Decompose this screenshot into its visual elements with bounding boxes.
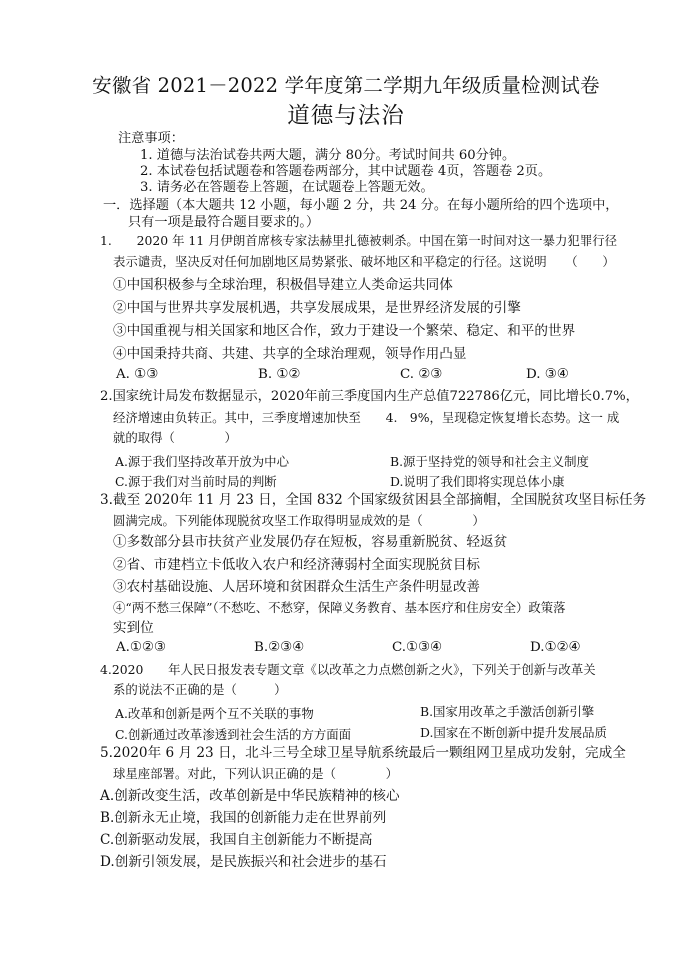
question-3-stem: 3.截至 2020年 11 月 23 日，全国 832 个国家级贫困县全部摘帽，全国脱贫攻坚目标任务 [100, 492, 647, 508]
question-1-option-b[interactable]: B. ①② [258, 367, 301, 382]
question-5-option-a[interactable]: A.创新改变生活，改革创新是中华民族精神的核心 [100, 788, 400, 804]
question-1-item: ②中国与世界共享发展机遇，共享发展成果，是世界经济发展的引擎 [113, 300, 521, 316]
question-5-stem: 5.2020年 6 月 23 日，北斗三号全球卫星导航系统最后一颗组网卫星成功发射，完成全 [100, 745, 626, 761]
note-item: 2. 本试卷包括试题卷和答题卷两部分，其中试题卷 4页，答题卷 2页。 [140, 164, 552, 179]
subject-title: 道德与法治 [287, 103, 405, 129]
question-4-option-a[interactable]: A.改革和创新是两个互不关联的事物 [115, 706, 314, 721]
question-1-item: ③中国重视与相关国家和地区合作，致力于建设一个繁荣、稳定、和平的世界 [113, 323, 576, 339]
question-3-option-a[interactable]: A.①②③ [116, 640, 166, 655]
question-2-option-d[interactable]: D.说明了我们即将实现总体小康 [390, 474, 565, 489]
question-5-option-b[interactable]: B.创新永无止境，我国的创新能力走在世界前列 [100, 810, 387, 826]
question-4-option-d[interactable]: D.国家在不断创新中提升发展品质 [420, 725, 607, 740]
question-3-option-b[interactable]: B.②③④ [254, 640, 305, 655]
question-1-option-c[interactable]: C. ②③ [400, 367, 443, 382]
question-4-option-b[interactable]: B.国家用改革之手激活创新引擎 [420, 704, 595, 719]
question-3-stem: 圆满完成。下列能体现脱贫攻坚工作取得明显成效的是（ ） [113, 513, 485, 528]
question-3-item: ④“两不愁三保障”（不愁吃、不愁穿，保障义务教育、基本医疗和住房安全）政策落 [113, 600, 566, 615]
question-1-item: ①中国积极参与全球治理，积极倡导建立人类命运共同体 [113, 277, 453, 293]
question-4-option-c[interactable]: C.创新通过改革渗透到社会生活的方方面面 [115, 727, 352, 742]
note-item: 3. 请务必在答题卷上答题，在试题卷上答题无效。 [140, 180, 434, 195]
question-1-stem: 表示谴责，坚决反对任何加剧地区局势紧张、破坏地区和平稳定的行径。这说明 （ ） [113, 254, 615, 269]
question-1-stem: 1. 2020 年 11 月伊朗首席核专家法赫里扎德被刺杀。中国在第一时间对这一暴力犯罪行径 [100, 233, 617, 248]
question-3-option-c[interactable]: C.①③④ [392, 640, 443, 655]
question-1-option-d[interactable]: D. ③④ [526, 367, 569, 382]
question-4-stem: 系的说法不正确的是（ ） [113, 682, 287, 697]
question-2-option-a[interactable]: A.源于我们坚持改革开放为中心 [115, 454, 289, 469]
question-2-stem: 经济增速由负转正。其中，三季度增速加快至 4. 9%，呈现稳定恢复增长态势。这一 成 [113, 410, 620, 425]
question-2-stem: 2.国家统计局发布数据显示，2020年前三季度国内生产总值722786亿元，同比增长0.7%， [100, 389, 639, 404]
question-3-item: 实到位 [113, 620, 154, 636]
section-heading: 一．选择题（本大题共 12 小题，每小题 2 分，共 24 分。在每小题所给的四个选项中， [103, 198, 619, 213]
question-3-option-d[interactable]: D.①②④ [530, 640, 581, 655]
question-5-option-c[interactable]: C.创新驱动发展，我国自主创新能力不断提高 [100, 832, 373, 848]
question-1-option-a[interactable]: A. ①③ [116, 367, 159, 382]
question-3-item: ①多数部分县市扶贫产业发展仍存在短板，容易重新脱贫、轻返贫 [113, 534, 508, 550]
note-item: 1. 道德与法治试卷共两大题，满分 80分。考试时间共 60分钟。 [140, 148, 516, 163]
notes-heading: 注意事项： [118, 131, 184, 146]
question-2-option-c[interactable]: C.源于我们对当前时局的判断 [115, 474, 277, 489]
section-heading-cont: 只有一项是最符合题目要求的。） [128, 215, 320, 230]
question-4-stem: 4.2020 年人民日报发表专题文章《以改革之力点燃创新之火》，下列关于创新与改革关 [100, 662, 596, 677]
question-1-item: ④中国秉持共商、共建、共享的全球治理观，领导作用凸显 [113, 346, 467, 362]
question-2-option-b[interactable]: B.源于坚持党的领导和社会主义制度 [390, 454, 589, 469]
question-5-option-d[interactable]: D.创新引领发展，是民族振兴和社会进步的基石 [100, 854, 387, 870]
question-3-item: ②省、市建档立卡低收入农户和经济薄弱村全面实现脱贫目标 [113, 557, 481, 573]
question-3-item: ③农村基础设施、人居环境和贫困群众生活生产条件明显改善 [113, 579, 481, 595]
question-5-stem: 球星座部署。对此，下列认识正确的是（ ） [113, 766, 398, 781]
question-2-stem: 就的取得（ ） [113, 430, 237, 445]
exam-title: 安徽省 2021－2022 学年度第二学期九年级质量检测试卷 [92, 74, 600, 97]
